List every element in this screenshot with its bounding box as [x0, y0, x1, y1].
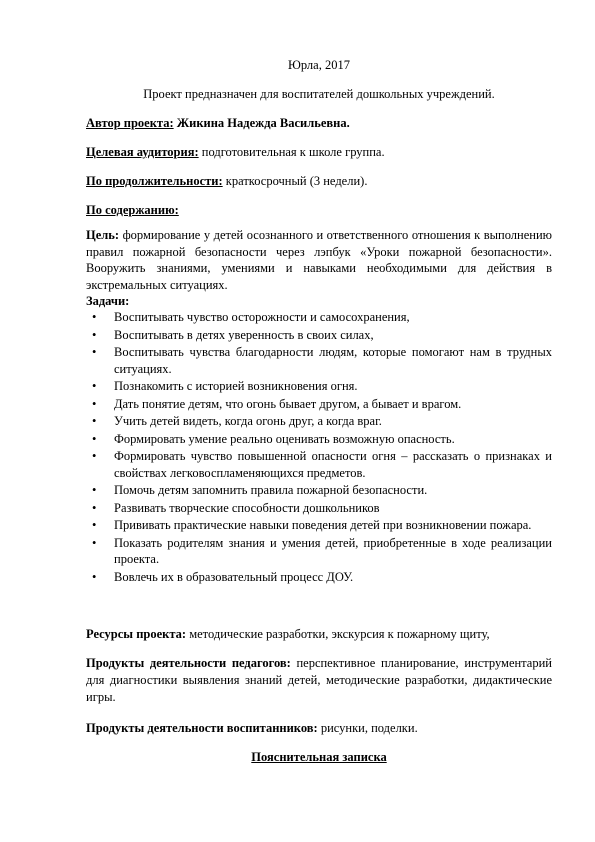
duration-label: По продолжительности: [86, 174, 223, 188]
list-item: • Познакомить с историей возникновения огня. [92, 379, 358, 393]
bullet-icon: • [92, 327, 97, 342]
list-item: • Формировать чувство повышенной опасности огня – рассказать о признаках и свойствах легковоспламеняющихся предметов. [92, 449, 552, 480]
tasks-heading [86, 293, 129, 309]
list-item: • Показать родителям знания и умения детей, приобретенные в ходе реализации проекта. [92, 535, 552, 566]
pupil-products-value: рисунки, поделки. [317, 721, 418, 735]
resources-value: методические разработки, экскурсия к пожарному щиту, [186, 627, 490, 641]
goal-paragraph [86, 227, 552, 293]
list-item: • Учить детей видеть, когда огонь друг, а когда враг. [92, 414, 382, 428]
bullet-icon: • [92, 396, 97, 411]
teacher-products-paragraph [86, 655, 552, 706]
list-item: • Вовлечь их в образовательный процесс ДОУ. [92, 569, 354, 584]
bullet-icon: • [92, 569, 97, 584]
list-item: • Помочь детям запомнить правила пожарной безопасности. [92, 483, 428, 497]
goal-label: Цель: [86, 228, 120, 242]
list-item: • Дать понятие детям, что огонь бывает другом, а бывает и врагом. [92, 396, 462, 411]
tasks-list [86, 309, 552, 586]
pupil-products-label: Продукты деятельности воспитанников: [86, 721, 318, 735]
resources-label: Ресурсы проекта: [86, 627, 187, 641]
bullet-icon: • [92, 414, 97, 428]
audience-line [86, 144, 385, 160]
audience-label: Целевая аудитория: [86, 145, 199, 159]
bullet-icon: • [92, 345, 97, 359]
bullet-icon: • [92, 379, 97, 393]
place-year: Юрла, 2017 [288, 58, 350, 72]
purpose-line: Проект предназначен для воспитателей дошкольных учреждений. [143, 87, 495, 101]
bullet-icon: • [92, 449, 97, 463]
teacher-products-label: Продукты деятельности педагогов: [86, 656, 291, 670]
bullet-icon: • [92, 310, 97, 324]
teacher-products-value: перспективное планирование, инструментарий для диагностики выявления знаний детей, методические разработки, дидактические игры. [86, 656, 552, 704]
tasks-label: Задачи: [86, 294, 130, 308]
list-item: • Развивать творческие способности дошкольников [92, 500, 380, 515]
audience-value: подготовительная к школе группа. [198, 145, 385, 159]
list-item: • Прививать практические навыки поведения детей при возникновении пожара. [92, 518, 532, 532]
bullet-icon: • [92, 431, 97, 446]
pupil-products-line [86, 720, 418, 736]
bullet-icon: • [92, 535, 97, 550]
author-value: Жикина Надежда Васильевна. [173, 116, 350, 130]
duration-value: краткосрочный (3 недели). [222, 174, 368, 188]
bullet-icon: • [92, 518, 97, 532]
duration-line [86, 173, 367, 189]
list-item: • Воспитывать в детях уверенность в своих силах, [92, 327, 374, 342]
author-line [86, 115, 350, 131]
content-line [86, 202, 179, 218]
bullet-icon: • [92, 500, 97, 515]
bullet-icon: • [92, 483, 97, 497]
list-item: • Формировать умение реально оценивать возможную опасность. [92, 431, 455, 446]
list-item: • Воспитывать чувства благодарности людям, которые помогают нам в трудных ситуациях. [92, 345, 552, 376]
resources-line [86, 626, 490, 642]
list-item: • Воспитывать чувство осторожности и самосохранения, [92, 310, 410, 324]
content-label: По содержанию: [86, 203, 179, 217]
goal-text: формирование у детей осознанного и ответственного отношения к выполнению правил пожарной безопасности через лэпбук «Уроки пожарной безопасности». Вооружить знаниями, умениями и навыками необходимыми для действия в экстремальных ситуациях. [86, 228, 552, 292]
note-title: Пояснительная записка [251, 750, 387, 764]
author-label: Автор проекта: [86, 116, 174, 130]
